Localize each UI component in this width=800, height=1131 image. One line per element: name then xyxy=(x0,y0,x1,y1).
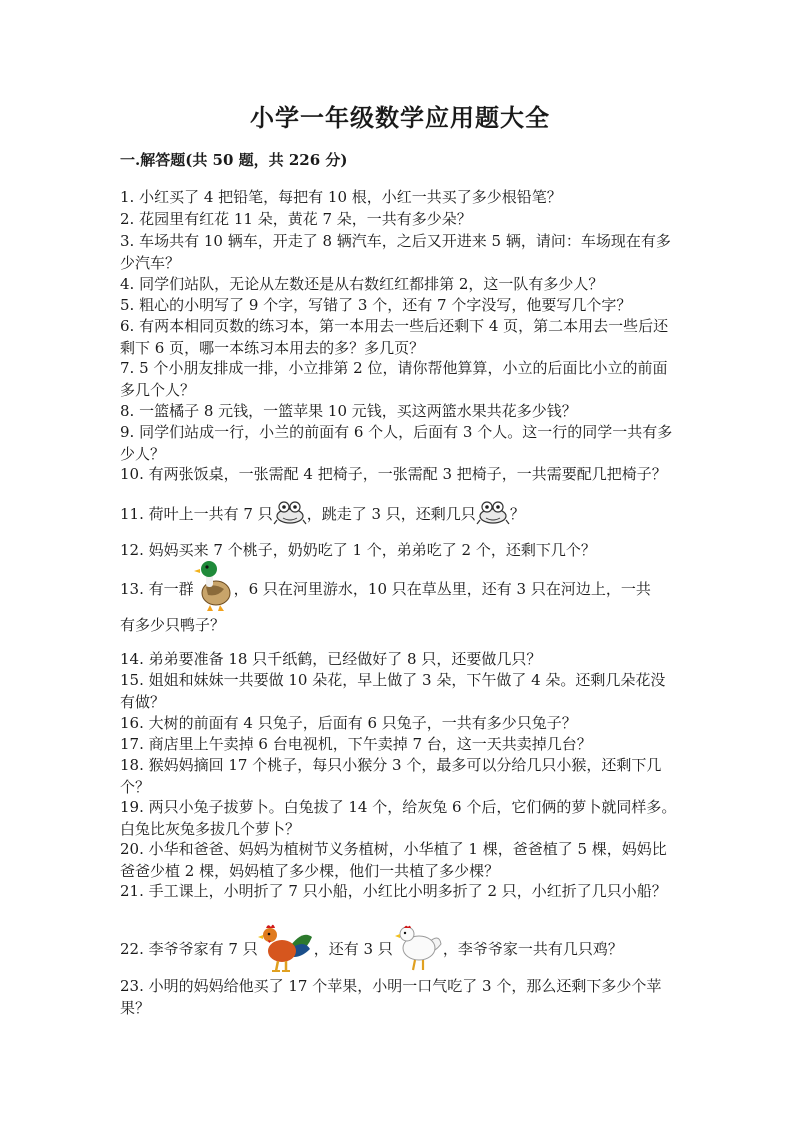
question-23: 23. 小明的妈妈给他买了 17 个苹果，小明一口气吃了 3 个，那么还剩下多少个苹果？ xyxy=(120,977,662,1017)
question-1: 1. 小红买了 4 把铅笔，每把有 10 根，小红一共买了多少根铅笔？ xyxy=(120,188,562,206)
question-22-text-b: ，还有 3 只 xyxy=(313,939,393,958)
question-4: 4. 同学们站队，无论从左数还是从右数红红都排第 2，这一队有多少人？ xyxy=(120,275,604,293)
question-16: 16. 大树的前面有 4 只兔子，后面有 6 只兔子，一共有多少只兔子？ xyxy=(120,714,577,732)
question-22-text-a: 22. 李爷爷家有 7 只 xyxy=(120,939,258,958)
question-20: 20. 小华和爸爸、妈妈为植树节义务植树，小华植了 1 棵，爸爸植了 5 棵，妈妈比爸爸少植 2 棵，妈妈植了多少棵，他们一共植了多少棵？ xyxy=(120,840,667,880)
question-9: 9. 同学们站成一行，小兰的前面有 6 个人，后面有 3 个人。这一行的同学一共有多少人？ xyxy=(120,423,673,463)
question-15: 15. 姐姐和妹妹一共要做 10 朵花，早上做了 3 朵，下午做了 4 朵。还剩几朵花没有做？ xyxy=(120,671,666,711)
question-13-text-b: ，6 只在河里游水，10 只在草丛里，还有 3 只在河边上，一共 xyxy=(233,579,651,598)
question-11 xyxy=(120,487,680,539)
question-8: 8. 一篮橘子 8 元钱，一篮苹果 10 元钱，买这两篮水果共花多少钱？ xyxy=(120,402,577,420)
question-13-continued: 有多少只鸭子？ xyxy=(120,616,226,634)
question-11-text-a: 11. 荷叶上一共有 7 只 xyxy=(120,504,273,523)
section-heading: 一.解答题(共 50 题，共 226 分) xyxy=(120,151,348,169)
question-10: 10. 有两张饭桌，一张需配 4 把椅子，一张需配 3 把椅子，一共需要配几把椅子？ xyxy=(120,465,667,483)
question-5: 5. 粗心的小明写了 9 个字，写错了 3 个，还有 7 个字没写，他要写几个字？ xyxy=(120,296,632,314)
question-11-text-c: ？ xyxy=(509,504,525,523)
frog-picture xyxy=(476,496,510,530)
page-title: 小学一年级数学应用题大全 xyxy=(250,103,550,132)
question-22 xyxy=(120,920,680,976)
question-19: 19. 两只小兔子拔萝卜。白兔拔了 14 个，给灰兔 6 个后，它们俩的萝卜就同样多。白兔比灰兔多拔几个萝卜？ xyxy=(120,798,677,838)
duck-picture xyxy=(194,559,234,617)
question-18: 18. 猴妈妈摘回 17 个桃子，每只小猴分 3 个，最多可以分给几只小猴，还剩下几个？ xyxy=(120,756,662,796)
question-17: 17. 商店里上午卖掉 6 台电视机，下午卖掉 7 台，这一天共卖掉几台？ xyxy=(120,735,592,753)
question-3: 3. 车场共有 10 辆车，开走了 8 辆汽车，之后又开进来 5 辆，请问：车场现在有多少汽车？ xyxy=(120,232,671,272)
question-14: 14. 弟弟要准备 18 只千纸鹤，已经做好了 8 只，还要做几只？ xyxy=(120,650,542,668)
question-13-text-a: 13. 有一群 xyxy=(120,579,194,598)
question-6: 6. 有两本相同页数的练习本，第一本用去一些后还剩下 4 页，第二本用去一些后还剩下 6 页，哪一本练习本用去的多？多几页？ xyxy=(120,317,669,357)
question-2: 2. 花园里有红花 11 朵，黄花 7 朵，一共有多少朵？ xyxy=(120,210,472,228)
rooster-picture xyxy=(258,919,314,977)
question-21: 21. 手工课上，小明折了 7 只小船，小红比小明多折了 2 只，小红折了几只小船？ xyxy=(120,882,667,900)
question-12: 12. 妈妈买来 7 个桃子，奶奶吃了 1 个，弟弟吃了 2 个，还剩下几个？ xyxy=(120,541,596,559)
question-11-text-b: ，跳走了 3 只，还剩几只 xyxy=(306,504,476,523)
question-7: 7. 5 个小朋友排成一排，小立排第 2 位，请你帮他算算，小立的后面比小立的前面多几个人？ xyxy=(120,359,668,399)
hen-picture xyxy=(393,920,443,976)
frog-picture xyxy=(273,496,307,530)
question-13 xyxy=(120,560,680,616)
question-22-text-c: ，李爷爷家一共有几只鸡？ xyxy=(442,939,623,958)
